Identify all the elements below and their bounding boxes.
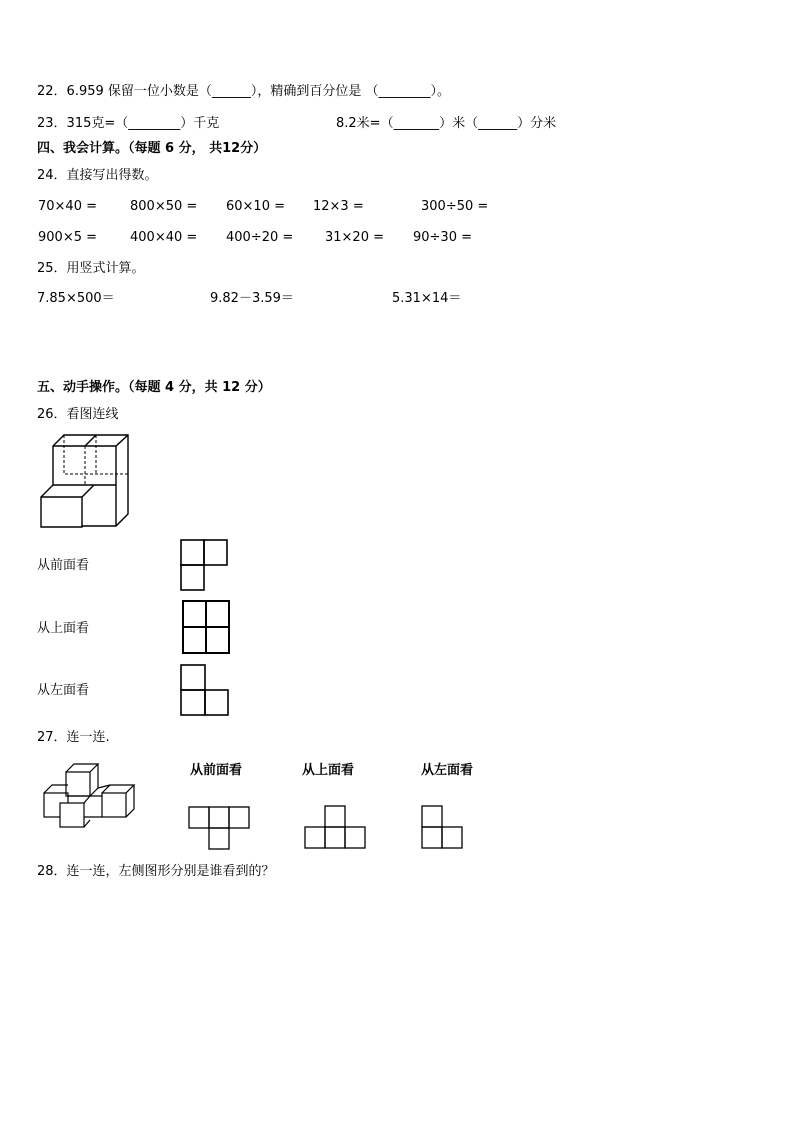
q22-suffix: ）。	[430, 84, 451, 99]
q24-r1-c3: 60×10 =	[226, 199, 286, 214]
q24-r2-c3: 400÷20 =	[226, 230, 294, 245]
q24-r2-c2: 400×40 =	[130, 230, 198, 245]
q26-cube-stack-figure	[38, 434, 132, 530]
q24-r1-c2: 800×50 =	[130, 199, 198, 214]
section-4-title: 四、我会计算。（每题 6 分， 共12分）	[37, 141, 267, 156]
q27-view-inverted-t-figure[interactable]	[304, 805, 366, 849]
q26-label-top: 从上面看	[37, 621, 90, 636]
q25-item-1: 7.85×500＝	[37, 291, 115, 306]
q26-label-front: 从前面看	[37, 558, 90, 573]
q28-title: 28．连一连，左侧图形分别是谁看到的？	[37, 864, 275, 879]
q25-item-2: 9.82－3.59＝	[210, 291, 294, 306]
q24-r1-c5: 300÷50 =	[421, 199, 489, 214]
q24-r2-c4: 31×20 =	[325, 230, 385, 245]
q24-r2-c5: 90÷30 =	[413, 230, 473, 245]
q23-part-1[interactable]: 23．315克=（________）千克	[37, 116, 220, 131]
q24-title: 24．直接写出得数。	[37, 168, 158, 183]
q27-view-l-shape-figure[interactable]	[421, 805, 463, 849]
q27-title: 27．连一连.	[37, 730, 110, 745]
q25-item-3: 5.31×14＝	[392, 291, 462, 306]
q23-part-2[interactable]: 8.2米=（_______）米（______）分米	[336, 116, 557, 131]
q24-r1-c1: 70×40 =	[38, 199, 98, 214]
q27-label-left: 从左面看	[421, 763, 474, 778]
q27-view-t-shape-figure[interactable]	[188, 806, 250, 850]
q27-cube-arrangement-figure	[42, 762, 134, 828]
q22-prefix: 22．6.959 保留一位小数是（	[37, 84, 212, 99]
q26-title: 26．看图连线	[37, 407, 119, 422]
q27-label-top: 从上面看	[302, 763, 355, 778]
q25-title: 25．用竖式计算。	[37, 261, 145, 276]
q26-view-front-figure[interactable]	[180, 539, 228, 591]
q22-line	[37, 84, 450, 100]
q27-label-front: 从前面看	[190, 763, 243, 778]
q22-blank-2[interactable]: ________	[378, 84, 431, 99]
q22-blank-1[interactable]: ______	[211, 84, 251, 99]
q22-middle: ），精确到百分位是 （	[250, 84, 379, 99]
q26-view-top-figure[interactable]	[182, 600, 230, 654]
q24-r1-c4: 12×3 =	[313, 199, 364, 214]
q26-label-left: 从左面看	[37, 683, 90, 698]
section-5-title: 五、动手操作。（每题 4 分，共 12 分）	[37, 380, 271, 395]
q26-view-left-figure[interactable]	[180, 664, 229, 716]
q24-r2-c1: 900×5 =	[38, 230, 98, 245]
